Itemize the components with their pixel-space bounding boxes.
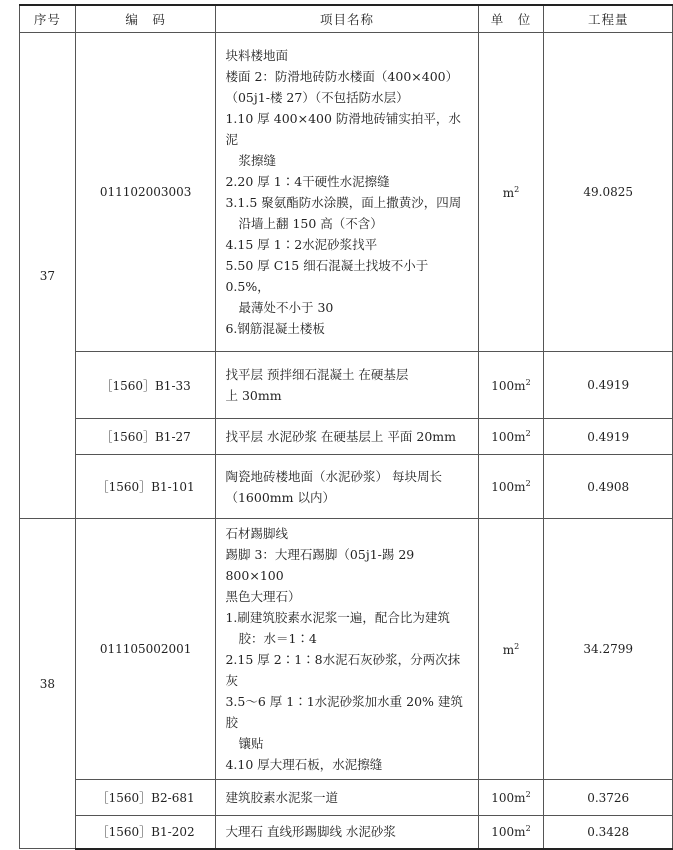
code-cell: ［1560］B1-27 bbox=[75, 419, 216, 455]
header-unit: 单 位 bbox=[478, 5, 544, 33]
code-cell: ［1560］B2-681 bbox=[75, 780, 216, 816]
unit-base: 100m bbox=[491, 430, 526, 444]
unit-sup: 2 bbox=[525, 479, 531, 488]
header-code: 编 码 bbox=[75, 5, 216, 33]
unit-sup: 2 bbox=[525, 824, 531, 834]
code-cell: 011102003003 bbox=[75, 33, 216, 352]
name-line: 胶：水＝1∶4 bbox=[238, 631, 317, 646]
unit-sup: 2 bbox=[525, 377, 531, 387]
name-line: （05j1-楼 27）（不包括防水层） bbox=[225, 90, 409, 105]
header-seq: 序号 bbox=[20, 5, 76, 33]
table-row bbox=[20, 780, 673, 816]
qty-cell: 0.3726 bbox=[544, 780, 673, 816]
unit-base: 100m bbox=[491, 480, 526, 494]
name-cell bbox=[216, 816, 478, 849]
unit-sup: 2 bbox=[525, 790, 531, 799]
name-cell bbox=[216, 33, 478, 352]
name-line: 4.15 厚 1∶2水泥砂浆找平 bbox=[225, 237, 378, 252]
name-line: 2.20 厚 1∶4干硬性水泥擦缝 bbox=[225, 174, 390, 189]
code-cell: 011105002001 bbox=[75, 519, 216, 780]
unit-cell bbox=[478, 352, 544, 419]
name-line: （1600mm 以内） bbox=[225, 489, 335, 505]
header-name: 项目名称 bbox=[216, 5, 478, 33]
name-line: 最薄处不小于 30 bbox=[238, 300, 334, 315]
table-row bbox=[20, 519, 673, 780]
unit-sup: 2 bbox=[514, 641, 520, 651]
name-cell bbox=[216, 519, 478, 780]
name-cell bbox=[216, 780, 478, 816]
unit-cell bbox=[478, 519, 544, 780]
name-line: 6.钢筋混凝土楼板 bbox=[225, 321, 325, 336]
name-cell bbox=[216, 455, 478, 519]
qty-cell: 0.3428 bbox=[544, 816, 673, 849]
header-row bbox=[20, 5, 673, 33]
seq-cell: 38 bbox=[20, 519, 76, 849]
name-line: 上 30mm bbox=[225, 388, 282, 403]
name-line: 找平层 水泥砂浆 在硬基层上 平面 20mm bbox=[225, 429, 456, 444]
code-cell: ［1560］B1-202 bbox=[75, 816, 216, 849]
name-cell bbox=[216, 352, 478, 419]
qty-cell: 34.2799 bbox=[544, 519, 673, 780]
code-cell: ［1560］B1-33 bbox=[75, 352, 216, 419]
qty-cell: 0.4919 bbox=[544, 419, 673, 455]
unit-sup: 2 bbox=[525, 429, 531, 438]
name-line: 沿墙上翻 150 高（不含） bbox=[238, 216, 383, 231]
quantity-table bbox=[19, 4, 673, 850]
seq-cell: 37 bbox=[20, 33, 76, 519]
unit-cell bbox=[478, 419, 544, 455]
name-line: 踢脚 3：大理石踢脚（05j1-踢 29 800×100 bbox=[225, 547, 415, 583]
name-line: 4.10 厚大理石板，水泥擦缝 bbox=[225, 757, 383, 772]
code-cell: ［1560］B1-101 bbox=[75, 455, 216, 519]
name-line: 1.10 厚 400×400 防滑地砖铺实拍平，水泥 bbox=[225, 111, 461, 147]
unit-sup: 2 bbox=[514, 184, 520, 194]
header-qty: 工程量 bbox=[544, 5, 673, 33]
unit-cell bbox=[478, 780, 544, 816]
name-line: 5.50 厚 C15 细石混凝土找坡不小于 0.5%， bbox=[225, 258, 429, 294]
table-row bbox=[20, 455, 673, 519]
unit-cell bbox=[478, 33, 544, 352]
unit-base: 100m bbox=[491, 378, 526, 393]
table-row bbox=[20, 419, 673, 455]
unit-cell bbox=[478, 455, 544, 519]
table-row bbox=[20, 33, 673, 352]
name-line: 石材踢脚线 bbox=[225, 526, 288, 541]
name-line: 3.5～6 厚 1∶1水泥砂浆加水重 20% 建筑胶 bbox=[225, 694, 463, 730]
name-line: 黑色大理石） bbox=[225, 589, 301, 604]
name-line: 1.刷建筑胶素水泥浆一遍，配合比为建筑 bbox=[225, 610, 450, 625]
name-line: 建筑胶素水泥浆一道 bbox=[225, 790, 338, 805]
name-line: 陶瓷地砖楼地面（水泥砂浆） 每块周长 bbox=[225, 468, 442, 484]
unit-base: 100m bbox=[491, 791, 526, 805]
qty-cell: 0.4919 bbox=[544, 352, 673, 419]
name-cell bbox=[216, 419, 478, 455]
name-line: 大理石 直线形踢脚线 水泥砂浆 bbox=[225, 824, 396, 840]
unit-base: m bbox=[502, 642, 515, 657]
unit-base: m bbox=[502, 185, 515, 200]
qty-cell: 0.4908 bbox=[544, 455, 673, 519]
table-row bbox=[20, 816, 673, 849]
name-line: 楼面 2：防滑地砖防水楼面（400×400） bbox=[225, 69, 459, 84]
name-line: 3.1.5 聚氨酯防水涂膜，面上撒黄沙，四周 bbox=[225, 195, 462, 210]
unit-cell bbox=[478, 816, 544, 849]
name-line: 找平层 预拌细石混凝土 在硬基层 bbox=[225, 367, 409, 382]
name-line: 浆擦缝 bbox=[238, 153, 276, 168]
name-line: 块料楼地面 bbox=[225, 48, 288, 63]
table-row bbox=[20, 352, 673, 419]
name-line: 2.15 厚 2∶1∶8水泥石灰砂浆，分两次抹灰 bbox=[225, 652, 461, 688]
unit-base: 100m bbox=[491, 825, 526, 840]
qty-cell: 49.0825 bbox=[544, 33, 673, 352]
name-line: 镶贴 bbox=[238, 736, 264, 751]
